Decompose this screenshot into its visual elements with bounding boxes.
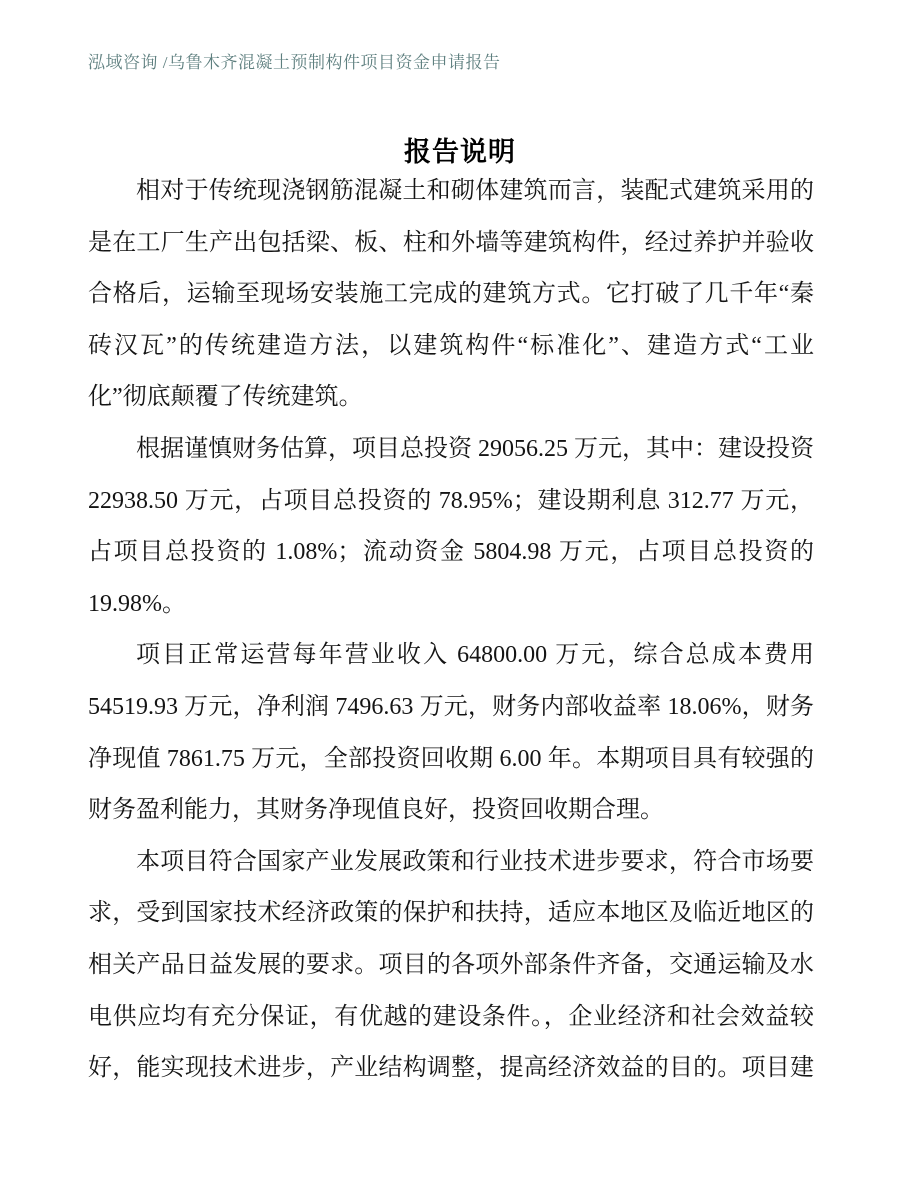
paragraph-line: 19.98%。 [88, 590, 186, 617]
paragraph-line: 相对于传统现浇钢筋混凝土和砌体建筑而言，装配式建筑采用的 [136, 178, 814, 204]
paragraph-line: 电供应均有充分保证，有优越的建设条件。，企业经济和社会效益较 [88, 1003, 814, 1030]
document-body [88, 166, 814, 1095]
paragraph-line: 求，受到国家技术经济政策的保护和扶持，适应本地区及临近地区的 [88, 900, 814, 927]
paragraph-line: 是在工厂生产出包括梁、板、柱和外墙等建筑构件，经过养护并验收 [88, 229, 814, 256]
paragraph-line: 相关产品日益发展的要求。项目的各项外部条件齐备，交通运输及水 [88, 951, 814, 978]
paragraph-line: 合格后，运输至现场安装施工完成的建筑方式。它打破了几千年“秦 [88, 281, 814, 308]
paragraph-line: 占项目总投资的 1.08%；流动资金 5804.98 万元，占项目总投资的 [88, 539, 814, 566]
paragraph-line: 财务盈利能力，其财务净现值良好，投资回收期合理。 [88, 797, 664, 824]
paragraph-line: 22938.50 万元，占项目总投资的 78.95%；建设期利息 312.77 万元， [88, 487, 814, 514]
paragraph-line: 好，能实现技术进步，产业结构调整，提高经济效益的目的。项目建 [88, 1055, 814, 1082]
page-title: 报告说明 [404, 137, 516, 168]
paragraph-line: 根据谨慎财务估算，项目总投资 29056.25 万元，其中：建设投资 [136, 435, 814, 462]
paragraph-line: 化”彻底颠覆了传统建筑。 [88, 384, 363, 411]
paragraph-line: 本项目符合国家产业发展政策和行业技术进步要求，符合市场要 [136, 848, 814, 875]
paragraph-line: 项目正常运营每年营业收入 64800.00 万元，综合总成本费用 [136, 642, 814, 669]
paragraph-line: 54519.93 万元，净利润 7496.63 万元，财务内部收益率 18.06%，财务 [88, 693, 814, 720]
paragraph-line: 净现值 7861.75 万元，全部投资回收期 6.00 年。本期项目具有较强的 [88, 745, 814, 772]
document-header: 泓域咨询 /乌鲁木齐混凝土预制构件项目资金申请报告 [88, 53, 501, 72]
paragraph-line: 砖汉瓦”的传统建造方法，以建筑构件“标准化”、建造方式“工业 [88, 332, 814, 359]
